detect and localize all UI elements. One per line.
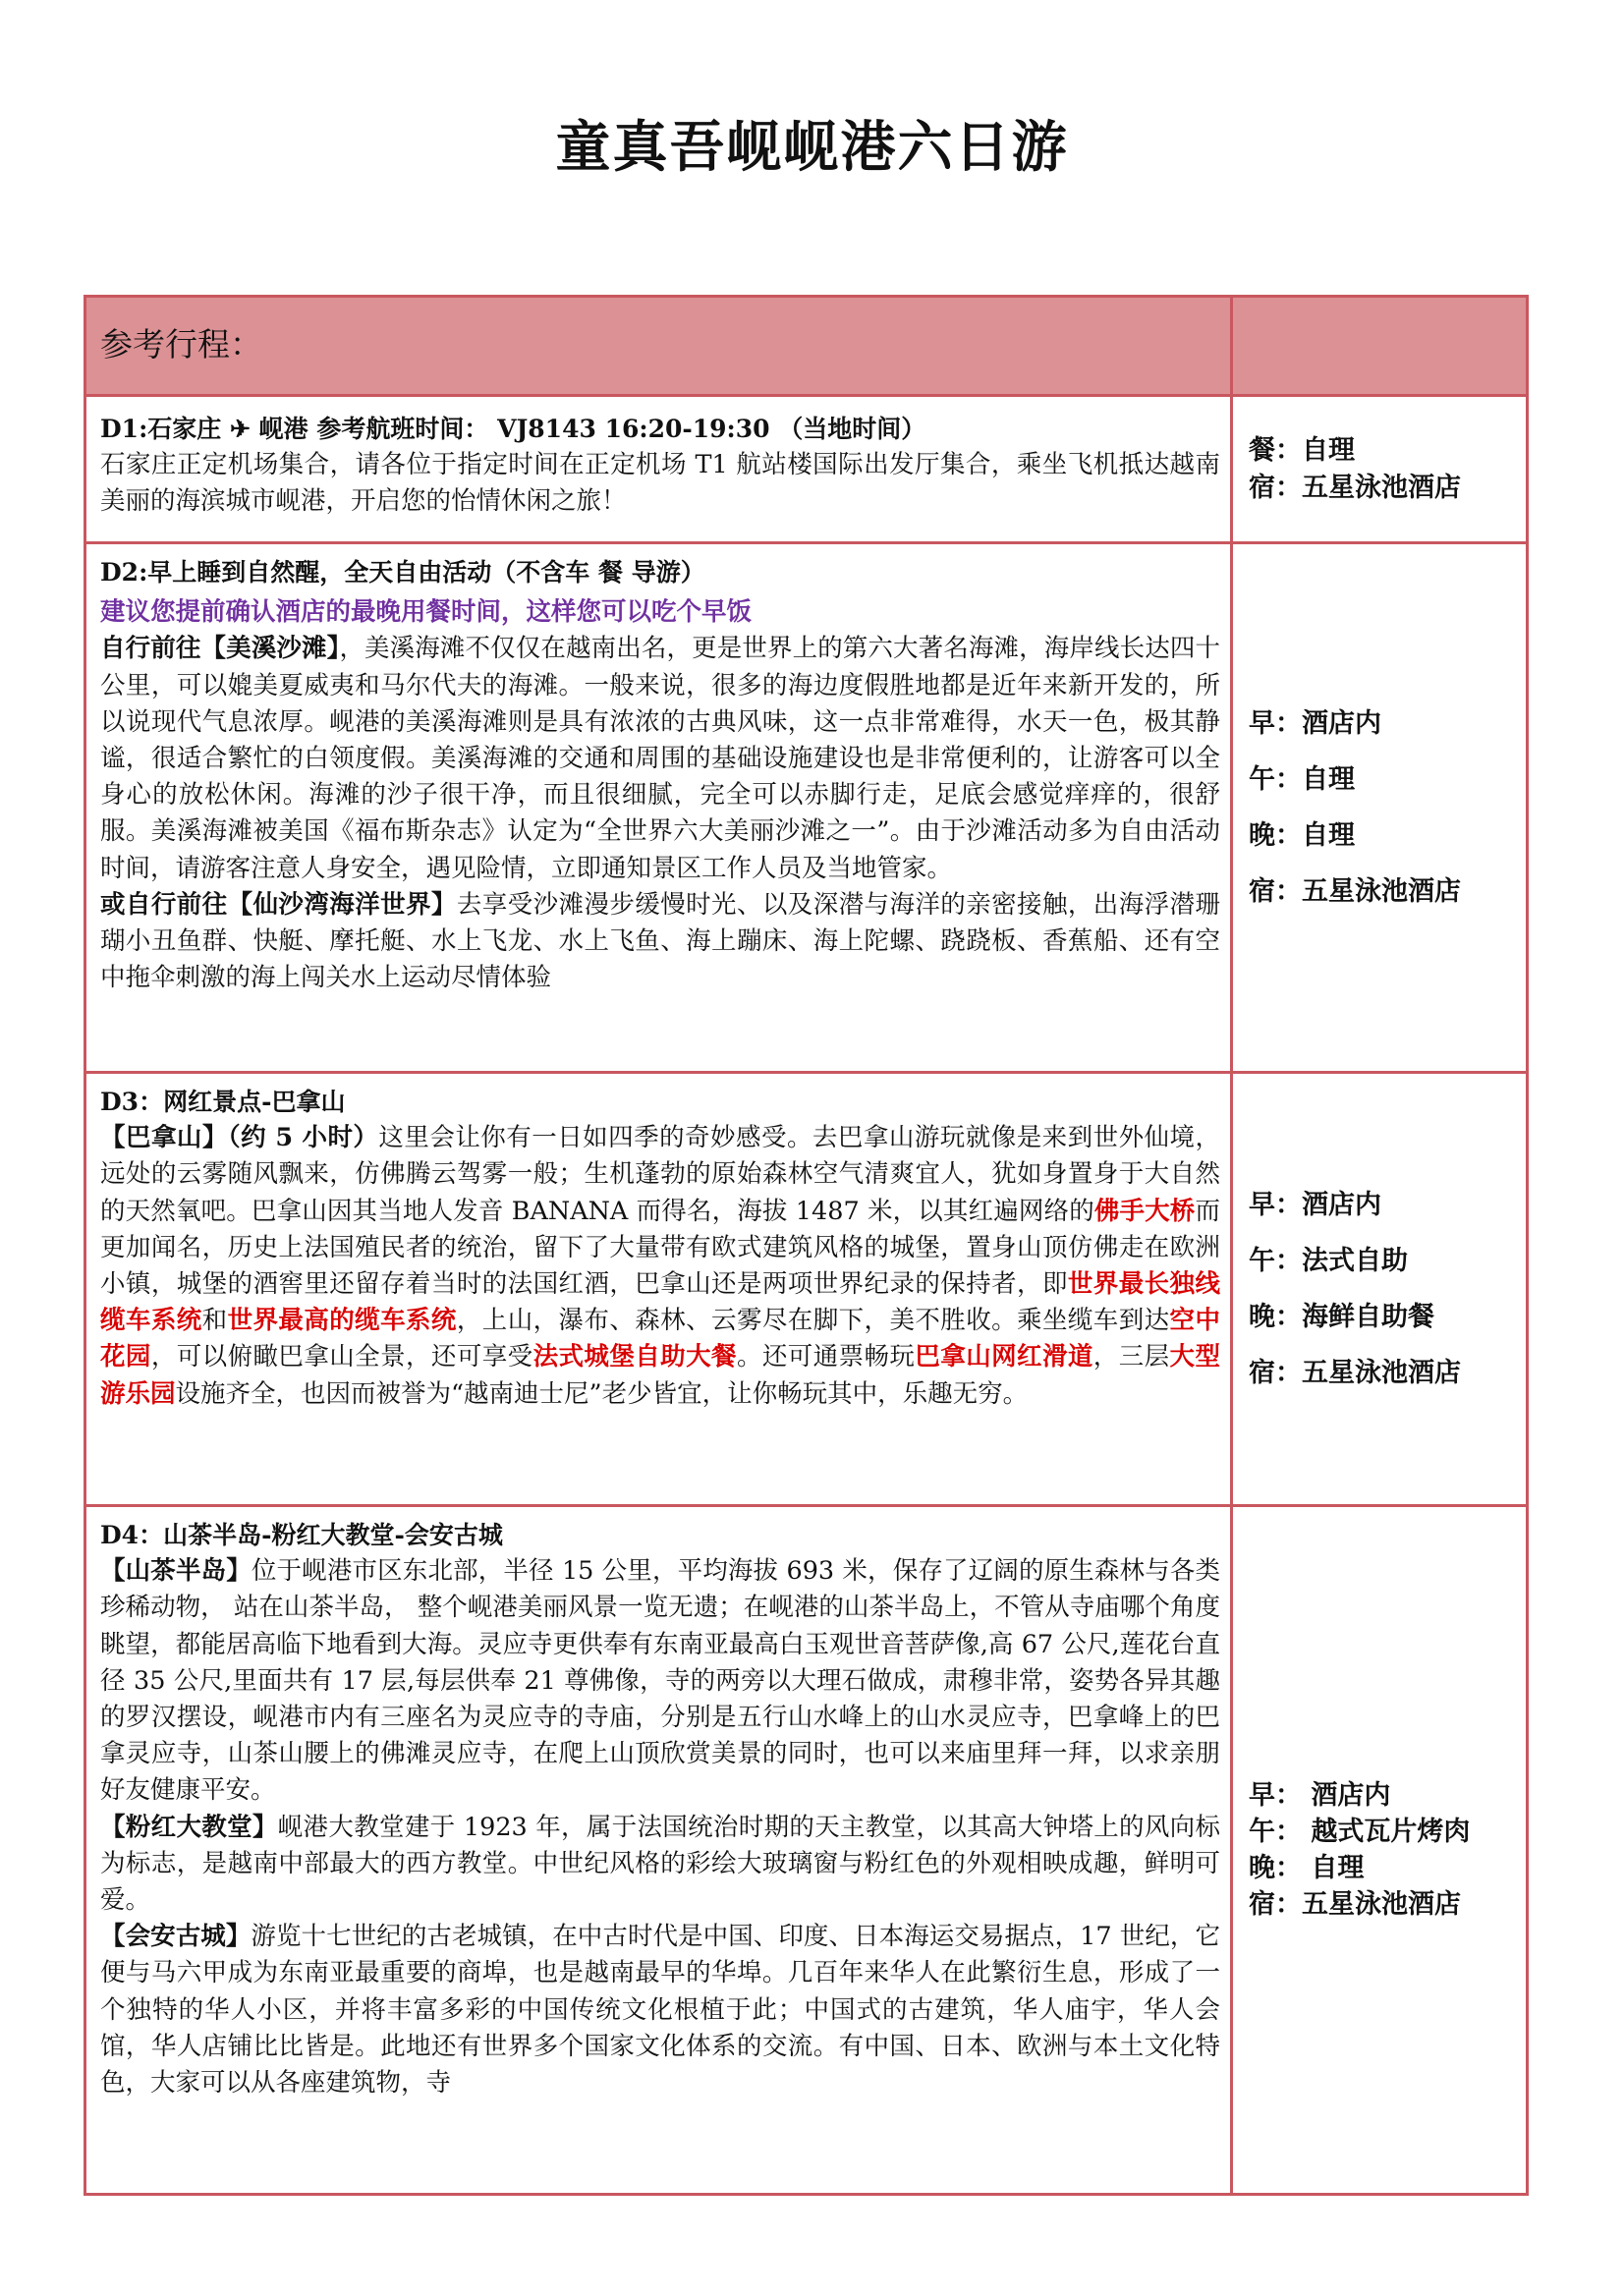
highlight-slide: 巴拿山网红滑道 bbox=[915, 1342, 1093, 1372]
meal-d4-3: 宿：五星泳池酒店 bbox=[1249, 1889, 1461, 1920]
text-d3-3: 和 bbox=[201, 1306, 228, 1336]
day-heading-d3: D3：网红景点-巴拿山 bbox=[100, 1088, 346, 1116]
day-row-d4 bbox=[85, 1506, 1528, 2195]
meals-d2 bbox=[1232, 543, 1528, 1073]
text-d3-8: 设施齐全，也因而被誉为“越南迪士尼”老少皆宜，让你畅玩其中，乐趣无穷。 bbox=[175, 1378, 1029, 1409]
day-paragraph-d3 bbox=[100, 1120, 1220, 1413]
day-paragraph-d4-3 bbox=[100, 1919, 1220, 2101]
meal-d4-2: 晚： 自理 bbox=[1249, 1853, 1365, 1883]
text-d3-6: 。还可通票畅玩 bbox=[736, 1342, 916, 1372]
itinerary-table bbox=[84, 295, 1529, 2196]
highlight-longest-cable: 世界最长独线缆车系统 bbox=[100, 1269, 1220, 1336]
meal-d3-2: 晚：海鲜自助餐 bbox=[1249, 1302, 1434, 1332]
meal-d1-1: 宿：五星泳池酒店 bbox=[1249, 472, 1461, 503]
meal-d4-0: 早： 酒店内 bbox=[1249, 1780, 1391, 1811]
highlight-highest-cable: 世界最高的缆车系统 bbox=[227, 1306, 457, 1336]
meal-d2-1: 午：自理 bbox=[1249, 764, 1355, 795]
meals-d3 bbox=[1232, 1073, 1528, 1506]
meal-d4-1: 午： 越式瓦片烤肉 bbox=[1249, 1817, 1471, 1847]
meals-d1 bbox=[1232, 396, 1528, 543]
highlight-amusement-park: 大型游乐园 bbox=[100, 1342, 1220, 1409]
highlight-castle-buffet: 法式城堡自助大餐 bbox=[532, 1342, 737, 1372]
highlight-golden-bridge: 佛手大桥 bbox=[1093, 1196, 1196, 1226]
meal-d3-3: 宿：五星泳池酒店 bbox=[1249, 1358, 1461, 1388]
spot-lead-pink-church: 【粉红大教堂】 bbox=[100, 1812, 278, 1842]
day-main-d4 bbox=[85, 1506, 1232, 2195]
spot-body-meixi: ，美溪海滩不仅仅在越南出名，更是世界上的第六大著名海滩，海岸线长达四十公里，可以媲美夏威夷和马尔代夫的海滩。一般来说，很多的海边度假胜地都是近年来新开发的，所以说现代气息浓厚。岘港的美溪海滩则是具有浓浓的古典风味，这一点非常难得，水天一色，极其静谧，很适合繁忙的白领度假。美溪海滩的交通和周围的基础设施建设也是非常便利的，让游客可以全身心的放松休闲。海滩的沙子很干净，而且很细腻，完全可以赤脚行走，足底会感觉痒痒的，很舒服。美溪海滩被美国《福布斯杂志》认定为“全世界六大美丽沙滩之一”。由于沙滩活动多为自由活动时间，请游客注意人身安全，遇见险情，立即通知景区工作人员及当地管家。 bbox=[100, 634, 1220, 883]
day-paragraph-d4-1 bbox=[100, 1553, 1220, 1809]
meal-d1-0: 餐：自理 bbox=[1249, 434, 1355, 466]
day-row-d3 bbox=[85, 1073, 1528, 1506]
text-d3-7: ，三层 bbox=[1092, 1342, 1170, 1372]
page-title: 童真吾岘岘港六日游 bbox=[555, 115, 1069, 180]
meals-d4 bbox=[1232, 1506, 1528, 2195]
text-d3-5: ，可以俯瞰巴拿山全景，还可享受 bbox=[150, 1342, 533, 1372]
meal-d3-0: 早：酒店内 bbox=[1249, 1190, 1381, 1220]
header-label: 参考行程： bbox=[100, 325, 262, 364]
day-paragraph-d2-2 bbox=[100, 887, 1220, 997]
header-cell bbox=[85, 297, 1232, 396]
spot-lead-bana: 【巴拿山】（约 5 小时） bbox=[100, 1123, 379, 1153]
meal-d2-3: 宿：五星泳池酒店 bbox=[1249, 876, 1461, 907]
spot-body-hoian: 游览十七世纪的古老城镇，在中古时代是中国、印度、日本海运交易据点，17 世纪，它便与马六甲成为东南亚最重要的商埠，也是越南最早的华埠。几百年来华人在此繁衍生息，形成了一个独特的华人小区，并将丰富多彩的中国传统文化根植于此；中国式的古建筑，华人庙宇，华人会馆，华人店铺比比皆是。此地还有世界多个国家文化体系的交流。有中国、日本、欧洲与本土文化特色，大家可以从各座建筑物，寺 bbox=[100, 1922, 1220, 2099]
spot-body-xiansha: 去享受沙滩漫步缓慢时光、以及深潜与海洋的亲密接触，出海浮潜珊瑚小丑鱼群、快艇、摩托艇、水上飞龙、水上飞鱼、海上蹦床、海上陀螺、跷跷板、香蕉船、还有空中拖伞刺激的海上闯关水上运动尽情体验 bbox=[100, 889, 1220, 993]
day-paragraph-d2-1 bbox=[100, 631, 1220, 886]
spot-lead-meixi: 自行前往【美溪沙滩】 bbox=[100, 634, 340, 664]
day-main-d3 bbox=[85, 1073, 1232, 1506]
text-d3-1: 这里会让你有一日如四季的奇妙感受。去巴拿山游玩就像是来到世外仙境，远处的云雾随风飘来，仿佛腾云驾雾一般；生机蓬勃的原始森林空气清爽宜人，犹如身置身于大自然的天然氧吧。巴拿山因其当地人发音 BANANA 而得名，海拔 1487 米，以其红遍网络的 bbox=[100, 1123, 1220, 1226]
itinerary-header-row bbox=[85, 297, 1528, 396]
header-right-cell bbox=[1232, 297, 1528, 396]
day-tip-d2: 建议您提前确认酒店的最晚用餐时间，这样您可以吃个早饭 bbox=[100, 597, 753, 628]
spot-lead-sontra: 【山茶半岛】 bbox=[100, 1556, 252, 1587]
day-main-d2 bbox=[85, 543, 1232, 1073]
day-heading-d2: D2:早上睡到自然醒，全天自由活动（不含车 餐 导游） bbox=[100, 558, 705, 587]
spot-body-sontra: 位于岘港市区东北部，半径 15 公里，平均海拔 693 米，保存了辽阔的原生森林与各类珍稀动物， 站在山茶半岛， 整个岘港美丽风景一览无遗；在岘港的山茶半岛上，不管从寺庙哪个角度眺望，都能居高临下地看到大海。灵应寺更供奉有东南亚最高白玉观世音菩萨像,高 67 公尺,莲花台直径 35 公尺,里面共有 17 层,每层供奉 21 尊佛像，寺的两旁以大理石做成，肃穆非常，姿势各异其趣的罗汉摆设，岘港市内有三座名为灵应寺的寺庙，分别是五行山水峰上的山水灵应寺，巴拿峰上的巴拿灵应寺，山茶山腰上的佛滩灵应寺，在爬上山顶欣赏美景的同时，也可以来庙里拜一拜，以求亲朋好友健康平安。 bbox=[100, 1556, 1220, 1806]
day-main-d1 bbox=[85, 396, 1232, 543]
highlight-sky-garden: 空中花园 bbox=[100, 1306, 1220, 1372]
spot-lead-xiansha: 或自行前往【仙沙湾海洋世界】 bbox=[100, 889, 457, 920]
meal-d2-2: 晚：自理 bbox=[1249, 820, 1355, 851]
text-d3-2: 而更加闻名，历史上法国殖民者的统治，留下了大量带有欧式建筑风格的城堡，置身山顶仿佛走在欧洲小镇，城堡的酒窖里还留存着当时的法国红酒，巴拿山还是两项世界纪录的保持者，即 bbox=[100, 1196, 1220, 1300]
meal-d3-1: 午：法式自助 bbox=[1249, 1246, 1408, 1276]
day-heading-d1: D1:石家庄 ✈ 岘港 参考航班时间： VJ8143 16:20-19:30 （当地时间） bbox=[100, 415, 926, 443]
spot-body-pink-church: 岘港大教堂建于 1923 年，属于法国统治时期的天主教堂，以其高大钟塔上的风向标为标志，是越南中部最大的西方教堂。中世纪风格的彩绘大玻璃窗与粉红色的外观相映成趣，鲜明可爱。 bbox=[100, 1812, 1220, 1916]
text-d3-4: ，上山，瀑布、森林、云雾尽在脚下，美不胜收。乘坐缆车到达 bbox=[456, 1306, 1170, 1336]
day-body-d1: 石家庄正定机场集合，请各位于指定时间在正定机场 T1 航站楼国际出发厅集合，乘坐飞机抵达越南美丽的海滨城市岘港，开启您的怡情休闲之旅！ bbox=[100, 450, 1220, 517]
day-paragraph-d4-2 bbox=[100, 1810, 1220, 1920]
day-row-d1 bbox=[85, 396, 1528, 543]
spot-lead-hoian: 【会安古城】 bbox=[100, 1922, 252, 1952]
meal-d2-0: 早：酒店内 bbox=[1249, 708, 1381, 739]
day-heading-d4: D4：山茶半岛-粉红大教堂-会安古城 bbox=[100, 1521, 503, 1549]
day-row-d2 bbox=[85, 543, 1528, 1073]
